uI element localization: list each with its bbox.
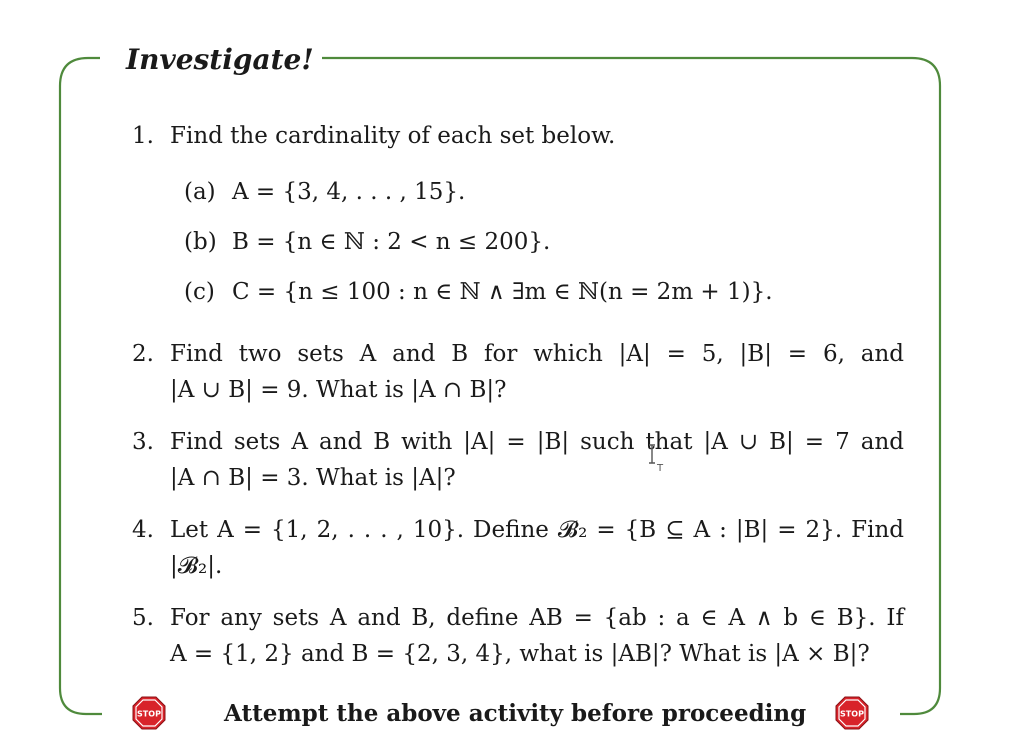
item-text-line: A = {1, 2} and B = {2, 3, 4}, what is |AB|? What is |A × B|? — [170, 641, 870, 667]
item-text-line: |A ∪ B| = 9. What is |A ∩ B|? — [170, 377, 507, 403]
stop-label: STOP — [840, 709, 864, 719]
footer — [0, 692, 1024, 736]
exercise-list — [132, 118, 904, 688]
stop-sign-icon — [834, 695, 870, 731]
exercise-item-4 — [132, 512, 904, 584]
svg-text:T: T — [657, 463, 664, 473]
sub-item-label: (c) — [184, 279, 215, 305]
item-text-line: Let A = {1, 2, . . . , 10}. Define 𝓑₂ = {B ⊆ A : |B| = 2}. Find — [170, 517, 904, 543]
exercise-item-2 — [132, 336, 904, 408]
exercise-item-3 — [132, 424, 904, 496]
sub-item-label: (a) — [184, 179, 216, 205]
item-text-line: |𝓑₂|. — [170, 553, 223, 579]
item-text-line: Find sets A and B with |A| = |B| such that |A ∪ B| = 7 and — [170, 429, 904, 455]
box-title: Investigate! — [118, 40, 322, 80]
sub-item-text: C = {n ≤ 100 : n ∈ ℕ ∧ ∃m ∈ ℕ(n = 2m + 1)}. — [232, 279, 773, 305]
item-text-line: |A ∩ B| = 3. What is |A|? — [170, 465, 456, 491]
item-number: 4. — [132, 517, 154, 543]
sub-item-label: (b) — [184, 229, 217, 255]
sub-item-list — [184, 174, 904, 324]
sub-item-text: A = {3, 4, . . . , 15}. — [232, 179, 466, 205]
stop-sign-icon — [131, 695, 167, 731]
stop-label: STOP — [137, 709, 161, 719]
item-number: 5. — [132, 605, 154, 631]
item-number: 3. — [132, 429, 154, 455]
item-number: 1. — [132, 123, 154, 149]
exercise-item-1 — [132, 118, 904, 324]
sub-item-text: B = {n ∈ ℕ : 2 < n ≤ 200}. — [232, 229, 551, 255]
item-text-line: Find two sets A and B for which |A| = 5, |B| = 6, and — [170, 341, 904, 367]
sub-item-b — [184, 224, 904, 274]
text-cursor-icon — [646, 443, 668, 473]
item-number: 2. — [132, 341, 154, 367]
sub-item-a — [184, 174, 904, 224]
item-text: Find the cardinality of each set below. — [170, 123, 616, 149]
sub-item-c — [184, 274, 904, 324]
item-text-line: For any sets A and B, define AB = {ab : a ∈ A ∧ b ∈ B}. If — [170, 605, 904, 631]
exercise-item-5 — [132, 600, 904, 672]
footer-text: Attempt the above activity before proceeding — [214, 696, 816, 732]
